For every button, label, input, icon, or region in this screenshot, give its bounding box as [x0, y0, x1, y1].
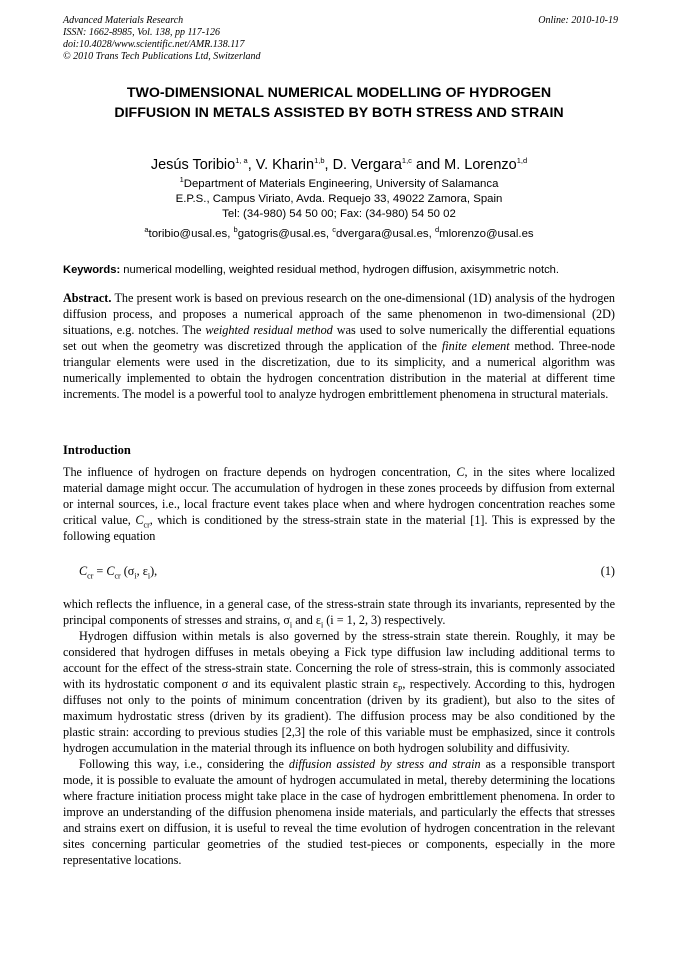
abstract-label: Abstract.: [63, 291, 112, 305]
author-1: Jesús Toribio: [150, 157, 236, 173]
author-4: and M. Lorenzo: [411, 157, 517, 173]
email-list: $^a$toribio@usal.es, $^b$gatogris@usal.es, $^c$dvergara@usal.es, $^d$mlorenzo@usal.es: [144, 225, 534, 240]
keywords: [63, 264, 615, 278]
author-list: [63, 156, 615, 174]
author-1-sup: 1, a: [235, 156, 248, 166]
author-3: , D. Vergara: [324, 157, 402, 173]
affiliation-dept: $^1$Department of Materials Engineering, University of Salamanca: [179, 175, 499, 190]
online-date: Online: 2010-10-19: [538, 15, 618, 26]
keywords-text: numerical modelling, weighted residual method, hydrogen diffusion, axisymmetric notch.: [120, 264, 560, 276]
email-a[interactable]: toribio@usal.es,: [148, 228, 234, 240]
journal-header: [63, 15, 618, 63]
author-3-sup: 1,c: [401, 156, 412, 166]
journal-name: Advanced Materials Research: [63, 15, 184, 26]
copyright-line: © 2010 Trans Tech Publications Ltd, Switzerland: [63, 51, 261, 62]
author-4-sup: 1,d: [516, 156, 528, 166]
affiliation-address: E.P.S., Campus Viriato, Avda. Requejo 33, 49022 Zamora, Spain: [175, 193, 503, 205]
author-2-sup: 1,b: [314, 156, 325, 166]
email-b[interactable]: gatogris@usal.es,: [237, 228, 333, 240]
intro-paragraph-2: which reflects the influence, in a general case, of the stress-strain state through its invariants, represented by the principal components of stresses and strains, $\sigma_i$ and $\varepsilon_i$ (i = 1, 2, 3) respectively.: [63, 597, 615, 630]
equation-1: $C_{cr} = C_{cr}$ ($\sigma_i$, $\varepsilon_i$), (1): [79, 564, 615, 581]
affiliation: [63, 177, 615, 222]
email-d[interactable]: mlorenzo@usal.es: [439, 228, 534, 240]
affiliation-sup: 1: [179, 175, 184, 185]
intro-paragraph-4: Following this way, i.e., considering the diffusion assisted by stress and strain as a responsible transport mode, it is possible to evaluate the amount of hydrogen accumulated in metal, thereby determining the locations where fracture initiation process might take place in the case of hydrogen embrittlement phenomena. In order to improve an understanding of the diffusion phenomena inside materials, and particularly the effects that stresses and strains exert on diffusion, it is useful to reveal the time evolution of hydrogen concentration in the relevant sites concerning particular geometries of the studied test-pieces or components, especially in the more representative locations.: [63, 757, 616, 867]
author-2: , V. Kharin: [247, 157, 315, 173]
abstract: Abstract. The present work is based on previous research on the one-dimensional (1D) analysis of the hydrogen diffusion process, and proposes a numerical approach of the same phenomenon in two-dimensional (2D) situations, e.g. notches. The weighted residual method was used to solve numerically the differential equations set out when the geometry was discretized through the application of the finite element method. Three-node triangular elements were used in the discretization, due to its simplicity, and a numerical algorithm was numerically implemented to obtain the hydrogen concentration distribution in the material at different time increments. The model is a powerful tool to analyze hydrogen embrittlement phenomena in structural materials.: [63, 291, 615, 401]
keywords-label: Keywords:: [63, 264, 121, 276]
intro-body: [63, 596, 615, 868]
intro-paragraph-3: Hydrogen diffusion within metals is also governed by the stress-strain state therein. Roughly, it may be considered that hydrogen diffuses in metals obeying a Fick type diffusion law including additional terms to account for the effect of the stress-strain state. Concerning the role of stress-strain, this is commonly associated with its hydrostatic component σ and its equivalent plastic strain $\varepsilon_P$, respectively. According to this, hydrogen diffuses not only to the points of minimum concentration (driven by its gradient), but also to the sites of maximum hydrostatic stress (driven by its gradient). The diffusion process may be also conditioned by the plastic strain: according to previous studies [2,3] the role of this variable must be emphasized, since it controls hydrogen accumulation in the material through its influence on both hydrogen solubility and diffusivity.: [63, 629, 615, 755]
intro-paragraph-1: The influence of hydrogen on fracture depends on hydrogen concentration, C, in the sites where localized material damage might occur. The accumulation of hydrogen in these zones proceeds by diffusion from external or internal sources, i.e., local fracture event takes place when and where hydrogen concentration reaches some critical value, $C_{cr}$, which is conditioned by the stress-strain state in the material [1]. This is expressed by the following equation: [63, 465, 615, 543]
section-heading-introduction: Introduction: [63, 443, 131, 457]
title-line-1: TWO-DIMENSIONAL NUMERICAL MODELLING OF HYDROGEN: [126, 85, 552, 101]
title-line-2: DIFFUSION IN METALS ASSISTED BY BOTH STRESS AND STRAIN: [114, 105, 564, 121]
email-c[interactable]: dvergara@usal.es,: [335, 228, 435, 240]
equation-number: (1): [600, 564, 615, 578]
paper-title: [63, 83, 615, 123]
affiliation-phone: Tel: (34-980) 54 50 00; Fax: (34-980) 54 50 02: [222, 208, 456, 220]
issn-line: ISSN: 1662-8985, Vol. 138, pp 117-126: [63, 27, 221, 38]
doi-line: doi:10.4028/www.scientific.net/AMR.138.117: [63, 39, 245, 50]
